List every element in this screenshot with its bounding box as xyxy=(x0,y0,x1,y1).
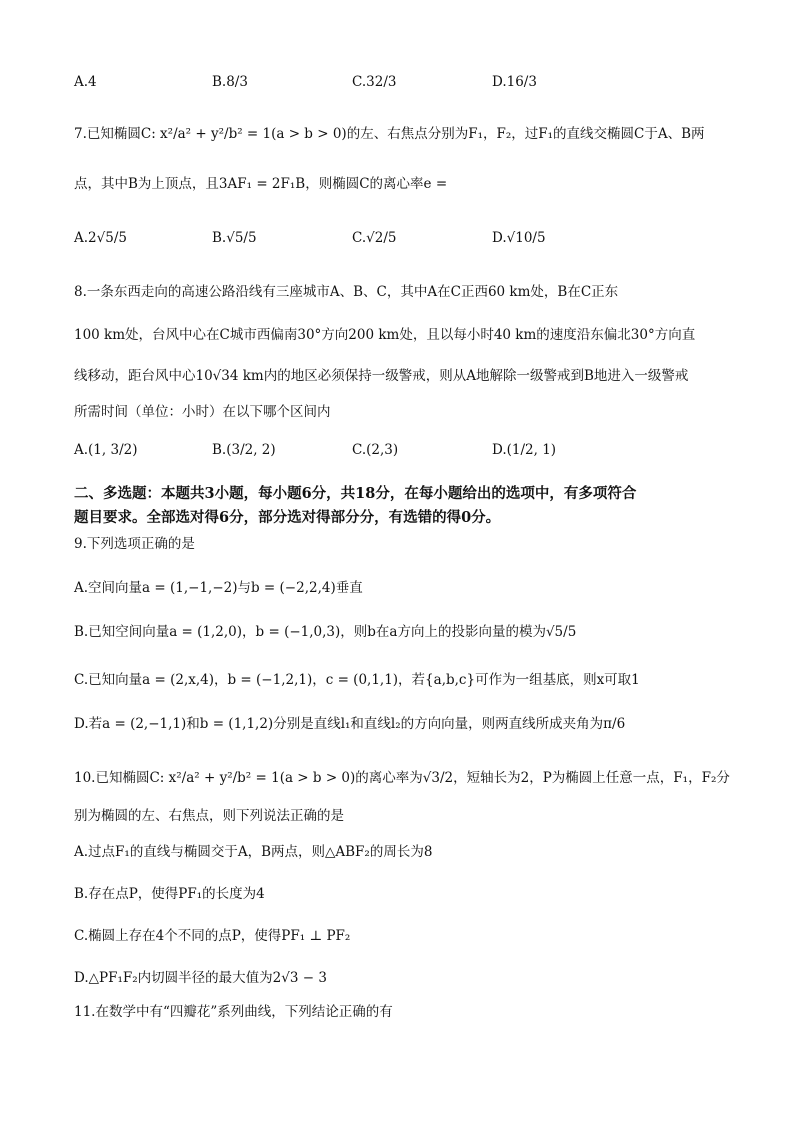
q7-option-b: B.√5/5 xyxy=(212,230,257,246)
q9-option-b: B.已知空间向量a = (1,2,0)，b = (−1,0,3)，则b在a方向上的投影向量的模为√5/5 xyxy=(74,624,577,640)
q8-stem-line4: 所需时间（单位：小时）在以下哪个区间内 xyxy=(74,404,331,420)
section2-heading-line2: 题目要求。全部选对得6分，部分选对得部分分，有选错的得0分。 xyxy=(74,509,501,526)
q8-option-d: D.(1/2, 1) xyxy=(492,442,557,458)
q10-stem-line1: 10.已知椭圆C: x²/a² + y²/b² = 1(a > b > 0)的离心率为√3/2，短轴长为2，P为椭圆上任意一点，F₁，F₂分 xyxy=(74,770,730,786)
q10-option-c: C.椭圆上存在4个不同的点P，使得PF₁ ⊥ PF₂ xyxy=(74,928,351,944)
q8-stem-line1: 8.一条东西走向的高速公路沿线有三座城市A、B、C，其中A在C正西60 km处，B在C正东 xyxy=(74,284,619,300)
q7-option-d: D.√10/5 xyxy=(492,230,546,246)
q7-stem-line2: 点，其中B为上顶点，且3AF₁ = 2F₁B，则椭圆C的离心率e = xyxy=(74,176,448,192)
section2-heading-line1: 二、多选题：本题共3小题，每小题6分，共18分，在每小题给出的选项中，有多项符合 xyxy=(74,485,637,502)
q6-option-a: A.4 xyxy=(74,74,97,90)
q8-option-a: A.(1, 3/2) xyxy=(74,442,138,458)
q7-stem-line1: 7.已知椭圆C: x²/a² + y²/b² = 1(a > b > 0)的左、右焦点分别为F₁，F₂，过F₁的直线交椭圆C于A、B两 xyxy=(74,126,705,142)
q7-option-a: A.2√5/5 xyxy=(74,230,127,246)
q6-option-b: B.8/3 xyxy=(212,74,248,90)
q10-option-b: B.存在点P，使得PF₁的长度为4 xyxy=(74,886,265,902)
q7-option-c: C.√2/5 xyxy=(352,230,397,246)
q10-stem-line2: 别为椭圆的左、右焦点，则下列说法正确的是 xyxy=(74,808,344,824)
q9-option-c: C.已知向量a = (2,x,4)，b = (−1,2,1)，c = (0,1,1)，若{a,b,c}可作为一组基底，则x可取1 xyxy=(74,672,640,688)
q8-option-c: C.(2,3) xyxy=(352,442,399,458)
q6-option-d: D.16/3 xyxy=(492,74,537,90)
q8-stem-line2: 100 km处，台风中心在C城市西偏南30°方向200 km处，且以每小时40 km的速度沿东偏北30°方向直 xyxy=(74,327,696,343)
q10-option-d: D.△PF₁F₂内切圆半径的最大值为2√3 − 3 xyxy=(74,970,327,986)
q9-option-d: D.若a = (2,−1,1)和b = (1,1,2)分别是直线l₁和直线l₂的方向向量，则两直线所成夹角为π/6 xyxy=(74,716,626,732)
q9-stem: 9.下列选项正确的是 xyxy=(74,536,195,552)
q9-option-a: A.空间向量a = (1,−1,−2)与b = (−2,2,4)垂直 xyxy=(74,580,363,596)
q11-stem: 11.在数学中有“四瓣花”系列曲线，下列结论正确的有 xyxy=(74,1004,393,1020)
q8-stem-line3: 线移动，距台风中心10√34 km内的地区必须保持一级警戒，则从A地解除一级警戒到B地进入一级警戒 xyxy=(74,368,689,384)
q8-option-b: B.(3/2, 2) xyxy=(212,442,276,458)
q10-option-a: A.过点F₁的直线与椭圆交于A，B两点，则△ABF₂的周长为8 xyxy=(74,844,433,860)
q6-option-c: C.32/3 xyxy=(352,74,397,90)
